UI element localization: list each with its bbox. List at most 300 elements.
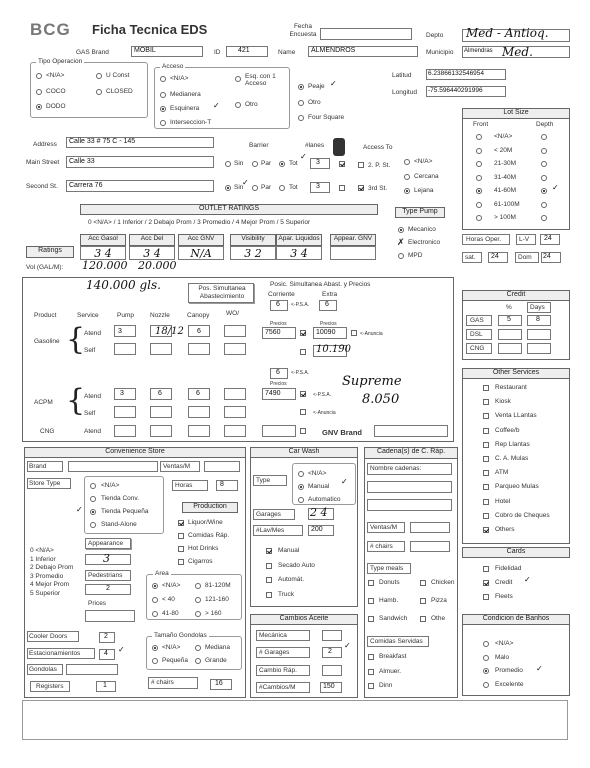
- ca-garages-label: # Garages: [259, 649, 290, 656]
- main-tot-radio[interactable]: [279, 161, 285, 167]
- check-mark-icon: ✓: [213, 101, 220, 110]
- lot-option-label: < 20M: [494, 146, 513, 154]
- lot-front-label: Front: [473, 121, 489, 128]
- cambios-header: Cambios Aceite: [250, 614, 358, 625]
- rating-field[interactable]: [129, 246, 175, 260]
- other-service-check[interactable]: [483, 413, 489, 419]
- rating-header: Visibility: [230, 234, 276, 246]
- production-label: Cigarros: [188, 558, 213, 565]
- banos-radio[interactable]: [483, 641, 489, 647]
- comida-label: Almuer.: [379, 667, 402, 675]
- second-st-label: Second St.: [26, 183, 58, 190]
- pedestrians-value: 2: [106, 585, 110, 592]
- other-service-label: Venta LLantas: [495, 412, 537, 420]
- type-meals-label: Type meals: [370, 565, 404, 572]
- estac-label: Estacionamientos: [29, 650, 81, 657]
- banos-label: Promedio: [495, 667, 523, 674]
- check-mark-icon: ✓: [344, 641, 351, 650]
- comidas-label: Comidas Servidas: [370, 638, 423, 645]
- brace-icon: {: [66, 383, 86, 418]
- acceso-medianera-radio[interactable]: [160, 92, 166, 98]
- rd-check[interactable]: [358, 185, 364, 191]
- other-service-check[interactable]: [483, 499, 489, 505]
- lot-depth-radio[interactable]: [541, 161, 547, 167]
- card-label: Credit: [495, 579, 513, 586]
- nombre-cadenas-label: Nombre cadenas:: [370, 465, 422, 472]
- gas-atend-label: Atend: [84, 330, 101, 337]
- production-check[interactable]: [178, 559, 184, 565]
- meal-check[interactable]: [420, 580, 426, 586]
- other-service-check[interactable]: [483, 399, 489, 405]
- pump-label: Pump: [117, 312, 134, 319]
- production-check[interactable]: [178, 520, 184, 526]
- cng-label: CNG: [40, 428, 55, 435]
- acceso-interseccion-radio[interactable]: [160, 120, 166, 126]
- area-label: 121-160: [205, 596, 229, 603]
- tam-label: Pequeña: [162, 657, 189, 664]
- banos-radio[interactable]: [483, 655, 489, 661]
- credit-days-label: Days: [530, 304, 545, 311]
- posic-label: Posic. Simultanea Abast. y Precios: [270, 281, 371, 288]
- store-type-radio[interactable]: [90, 496, 96, 502]
- gas-price2-check[interactable]: [351, 330, 357, 336]
- main-lanes-field[interactable]: [310, 158, 330, 169]
- peaje-radio[interactable]: [298, 84, 304, 90]
- lejana-radio[interactable]: [404, 188, 410, 194]
- lot-option-label: 31-40M: [494, 173, 517, 181]
- outlet-ratings-header: OUTLET RATINGS: [80, 204, 378, 215]
- precios-label-2: Precios: [320, 321, 337, 327]
- other-service-label: C. A. Mulas: [495, 455, 529, 462]
- pump-mpd-radio[interactable]: [398, 253, 404, 259]
- cw-type-radio[interactable]: [298, 471, 304, 477]
- depto-value: Med - Antioq.: [466, 26, 549, 40]
- acceso-esquinera-radio[interactable]: [160, 106, 166, 112]
- card-check[interactable]: [483, 580, 489, 586]
- area-radio[interactable]: [152, 583, 158, 589]
- id-label: ID: [214, 49, 221, 56]
- other-service-check[interactable]: [483, 456, 489, 462]
- gas-cell[interactable]: [114, 343, 136, 355]
- meal-label: Pizza: [431, 597, 447, 604]
- depto-label: Depto: [426, 32, 444, 39]
- car-wash-header: Car Wash: [250, 447, 358, 458]
- main-sin-radio[interactable]: [225, 161, 231, 167]
- acpm-self-anuncia: <-Anuncia: [313, 410, 336, 416]
- store-type-label: Stand-Alone: [101, 521, 137, 528]
- rating-value: N/A: [190, 247, 212, 260]
- acpm-price-check[interactable]: [300, 391, 306, 397]
- cw-check-label: Secado Auto: [278, 561, 315, 569]
- meal-label: Sandwich: [379, 615, 408, 622]
- credit-header: Credit: [462, 290, 570, 301]
- comida-check[interactable]: [368, 654, 374, 660]
- ps-label: 2. P. St.: [368, 162, 391, 169]
- ca-garages-field[interactable]: [322, 647, 342, 658]
- tipo-coco-radio[interactable]: [36, 89, 42, 95]
- gas-cell[interactable]: [188, 343, 210, 355]
- area-radio[interactable]: [195, 583, 201, 589]
- acceso-otro-radio[interactable]: [235, 102, 241, 108]
- meal-label: Othe: [431, 615, 446, 622]
- traffic-light-icon: [333, 138, 345, 156]
- cng-check[interactable]: [300, 428, 306, 434]
- store-type-radio[interactable]: [90, 509, 96, 515]
- acpm-price-value: 7490: [265, 390, 281, 397]
- ps-check[interactable]: [358, 162, 364, 168]
- access-na-label: <N/A>: [414, 158, 433, 165]
- second-par-radio[interactable]: [252, 185, 258, 191]
- check-mark-icon: ✓: [341, 477, 348, 486]
- dom-label: Dom: [518, 254, 532, 261]
- gondolas-field[interactable]: [66, 664, 118, 675]
- area-label: <N/A>: [162, 582, 181, 589]
- tipo-dodo-label: DODO: [46, 103, 66, 110]
- meal-label: Hamb.: [379, 597, 399, 604]
- prices-field[interactable]: [85, 610, 135, 622]
- rating-value: 3 2: [244, 247, 262, 260]
- card-check[interactable]: [483, 566, 489, 572]
- meal-check[interactable]: [368, 616, 374, 622]
- store-chairs-value: 16: [215, 680, 223, 687]
- second-lanes-field[interactable]: [310, 182, 330, 193]
- gas-canopy-value: 6: [197, 328, 201, 335]
- tam-radio[interactable]: [152, 658, 158, 664]
- main-lanes-check[interactable]: [339, 161, 345, 167]
- cadena-chairs-label: # chairs: [370, 543, 393, 550]
- main-street-label: Main Street: [26, 159, 60, 166]
- rating-field[interactable]: [276, 246, 322, 260]
- credit-days-value: 8: [536, 316, 540, 323]
- cw-check-label: Manual: [278, 547, 300, 554]
- gnv-brand-label: GNV Brand: [322, 428, 363, 437]
- vol-note: 140.000 gls.: [86, 278, 161, 292]
- other-service-label: Restaurant: [495, 384, 527, 391]
- lot-depth-radio[interactable]: [541, 175, 547, 181]
- second-par-label: Par: [261, 184, 272, 191]
- acceso-interseccion-label: Interseccion-T: [170, 119, 212, 126]
- cambio-rap-field[interactable]: [322, 665, 342, 676]
- cw-type-radio[interactable]: [298, 484, 304, 490]
- store-type-label: <N/A>: [101, 482, 120, 489]
- tipo-uconst-label: U Const: [106, 72, 130, 79]
- mecanica-label: Mecánica: [259, 632, 287, 639]
- area-radio[interactable]: [195, 611, 201, 617]
- main-street-value: Calle 33: [69, 158, 95, 165]
- access-to-label: Access To: [363, 144, 393, 151]
- cambios-mes-value: 150: [323, 683, 335, 690]
- gas-brand-label: GAS Brand: [76, 49, 109, 56]
- service-label: Service: [77, 312, 99, 319]
- lanes-label: #lanes: [305, 142, 325, 149]
- lot-front-radio[interactable]: [476, 134, 482, 140]
- lot-depth-radio[interactable]: [541, 215, 547, 221]
- store-scale-label: 5 Superior: [30, 589, 60, 597]
- cng-pump-field[interactable]: [114, 425, 136, 437]
- cw-check[interactable]: [266, 563, 272, 569]
- acpm-cell[interactable]: [114, 388, 136, 400]
- type-pump-header: Type Pump: [395, 207, 445, 218]
- gas-brand-value: MOBIL: [134, 47, 156, 54]
- tam-label: <N/A>: [162, 644, 181, 651]
- credit-pct-field[interactable]: [498, 329, 522, 340]
- acceso-esquinera-label: Esquinera: [170, 105, 200, 112]
- other-service-label: Coffee/b: [495, 426, 520, 434]
- cadena-ventas-field[interactable]: [410, 522, 450, 533]
- pump-mecanico-label: Mecanico: [408, 226, 436, 233]
- lv-label: L-V: [519, 236, 530, 243]
- tam-label: Tamaño Gondolas: [154, 632, 207, 639]
- tipo-closed-label: CLOSED: [106, 88, 133, 95]
- lot-option-label: 41-60M: [494, 187, 517, 194]
- tam-group: [146, 636, 242, 670]
- acpm-canopy-value: 6: [196, 390, 200, 397]
- cw-lav-label: #Lav/Mes: [256, 527, 285, 534]
- check-mark-icon: ✓: [118, 645, 125, 654]
- check-mark-icon: ✓: [552, 183, 559, 192]
- store-type-label: Tienda Pequeña: [101, 508, 149, 515]
- credit-row-label: CNG: [470, 345, 485, 352]
- credit-row-label: GAS: [470, 317, 484, 324]
- tam-radio[interactable]: [152, 645, 158, 651]
- other-service-check[interactable]: [483, 470, 489, 476]
- gas-self-price-check[interactable]: [300, 349, 306, 355]
- credit-pct-field[interactable]: [498, 343, 522, 354]
- tipo-closed-radio[interactable]: [96, 89, 102, 95]
- cooler-value: 2: [104, 633, 108, 640]
- meal-check[interactable]: [368, 580, 374, 586]
- gas-cell[interactable]: [224, 343, 246, 355]
- tipo-na-radio[interactable]: [36, 73, 42, 79]
- lot-front-radio[interactable]: [476, 148, 482, 154]
- store-type-radio[interactable]: [90, 483, 96, 489]
- production-label: Hot Drinks: [188, 545, 219, 552]
- acpm-label: ACPM: [34, 399, 53, 406]
- tam-label: Mediana: [205, 644, 230, 651]
- cng-nozzle-field[interactable]: [150, 425, 172, 437]
- other-service-check[interactable]: [483, 442, 489, 448]
- ventas-field[interactable]: [204, 461, 240, 472]
- cercana-label: Cercana: [414, 173, 439, 180]
- second-lanes-value: 3: [316, 183, 320, 190]
- other-service-check[interactable]: [483, 385, 489, 391]
- card-check[interactable]: [483, 594, 489, 600]
- cw-type-label: <N/A>: [308, 470, 327, 477]
- lot-depth-radio[interactable]: [541, 148, 547, 154]
- second-tot-radio[interactable]: [279, 185, 285, 191]
- comida-check[interactable]: [368, 683, 374, 689]
- gondolas-label: Gondolas: [29, 666, 57, 673]
- tam-radio[interactable]: [195, 645, 201, 651]
- lot-front-radio[interactable]: [476, 215, 482, 221]
- registers-label: Registers: [36, 683, 64, 690]
- store-type-label: Tienda Conv.: [101, 495, 139, 502]
- vol-value-1: 120.000: [82, 259, 128, 272]
- credit-days-field[interactable]: [527, 329, 551, 340]
- production-check[interactable]: [178, 533, 184, 539]
- store-type-radio[interactable]: [90, 522, 96, 528]
- second-tot-label: Tot: [289, 184, 298, 191]
- latitud-value: 6.23866132546954: [428, 70, 485, 77]
- other-service-check[interactable]: [483, 513, 489, 519]
- gas-price1-check[interactable]: [300, 330, 306, 336]
- rating-field[interactable]: [230, 246, 276, 260]
- acpm-atend-label: Atend: [84, 393, 101, 400]
- estac-value: 4: [104, 650, 108, 657]
- cw-type-radio[interactable]: [298, 497, 304, 503]
- rating-header: Acc Gasol: [80, 234, 126, 246]
- banos-label: Malo: [495, 653, 510, 661]
- lot-size-header: Lot Size: [462, 108, 570, 119]
- store-chairs-label: # chairs: [151, 679, 174, 686]
- cng-wo-field[interactable]: [224, 425, 246, 437]
- appearance-value: 3: [103, 552, 110, 565]
- other-service-check[interactable]: [483, 527, 489, 533]
- store-scale-label: 4 Mejor Prom: [30, 581, 70, 588]
- barrier-label: Barrier: [249, 142, 269, 149]
- supreme-label: Supreme: [342, 374, 402, 389]
- acpm-cell[interactable]: [224, 406, 246, 418]
- area-radio[interactable]: [152, 597, 158, 603]
- lot-front-radio[interactable]: [476, 202, 482, 208]
- comments-field[interactable]: [22, 700, 568, 740]
- meal-label: Donuts: [379, 579, 400, 586]
- tam-radio[interactable]: [195, 658, 201, 664]
- comida-check[interactable]: [368, 669, 374, 675]
- lot-depth-radio[interactable]: [541, 188, 547, 194]
- credit-days-field[interactable]: [527, 343, 551, 354]
- wo-label: WO/: [226, 310, 239, 317]
- municipio-hand: Med.: [502, 45, 533, 59]
- rating-header: Acc GNV: [178, 234, 224, 246]
- credit-pct-value: 5: [507, 316, 511, 323]
- four-square-radio[interactable]: [298, 115, 304, 121]
- cw-garages-value: 2 4: [310, 506, 328, 519]
- acceso-esq-radio[interactable]: [235, 76, 241, 82]
- tipo-uconst-radio[interactable]: [96, 73, 102, 79]
- store-scale-label: 2 Debajo Prom: [30, 564, 74, 571]
- name-value: ALMENDROS: [311, 47, 356, 54]
- meal-check[interactable]: [420, 616, 426, 622]
- tam-label: Grande: [205, 657, 227, 664]
- cambios-mes-label: #Cambios/M: [259, 684, 296, 691]
- lot-option-label: 21-30M: [494, 160, 517, 167]
- meal-check[interactable]: [368, 598, 374, 604]
- lot-front-radio[interactable]: [476, 161, 482, 167]
- pedestrians-label: Pedestrians: [88, 572, 123, 579]
- acpm-cell[interactable]: [188, 406, 210, 418]
- corr-pos-value: 6: [276, 301, 280, 308]
- rating-field[interactable]: [80, 246, 126, 260]
- gnv-brand-field[interactable]: [374, 425, 448, 437]
- main-par-radio[interactable]: [252, 161, 258, 167]
- second-lanes-check[interactable]: [339, 185, 345, 191]
- gas-anuncia-label: <-Anuncia: [360, 331, 383, 337]
- lot-front-radio[interactable]: [476, 175, 482, 181]
- cadena-chairs-field[interactable]: [410, 541, 450, 552]
- lejana-label: Lejana: [414, 187, 434, 194]
- store-brand-label: Brand: [29, 463, 47, 470]
- acpm-precios-label: Precios: [270, 381, 287, 387]
- banos-label: Excelente: [495, 680, 524, 688]
- cw-check[interactable]: [266, 577, 272, 583]
- acceso-na-radio[interactable]: [160, 76, 166, 82]
- gas-cell[interactable]: [224, 325, 246, 337]
- area-radio[interactable]: [152, 611, 158, 617]
- nombre-cadenas-field-1[interactable]: [367, 481, 452, 493]
- rating-header: Appear. GNV: [330, 234, 376, 246]
- lot-front-selected-radio[interactable]: [476, 188, 482, 194]
- longitud-label: Longitud: [392, 89, 417, 96]
- mecanica-field[interactable]: [322, 630, 342, 641]
- lot-depth-label: Depth: [536, 121, 554, 128]
- cadena-header: Cadena(s) de C. Ráp.: [364, 447, 458, 459]
- acceso-title: Acceso: [162, 63, 184, 70]
- credit-row-label: DSL: [470, 331, 483, 338]
- horas-oper-label: Horas Oper.: [466, 236, 502, 243]
- acpm-cell[interactable]: [114, 406, 136, 418]
- lot-depth-radio[interactable]: [541, 134, 547, 140]
- otro-radio[interactable]: [298, 100, 304, 106]
- other-service-check[interactable]: [483, 484, 489, 490]
- store-brand-field[interactable]: [68, 461, 158, 472]
- gas-price1-value: 7560: [265, 329, 281, 336]
- sat-label: sat.: [465, 254, 476, 261]
- sat-value: 24: [491, 253, 499, 260]
- cw-check[interactable]: [266, 592, 272, 598]
- cng-price-field[interactable]: [262, 425, 296, 437]
- other-service-label: Rep Llantas: [495, 440, 530, 448]
- tipo-dodo-radio[interactable]: [36, 104, 42, 110]
- rating-field[interactable]: [178, 246, 224, 260]
- acceso-na-label: <N/A>: [170, 75, 189, 82]
- acpm-cell[interactable]: [224, 388, 246, 400]
- meal-label: Chicken: [431, 579, 455, 586]
- cng-canopy-field[interactable]: [188, 425, 210, 437]
- production-check[interactable]: [178, 546, 184, 552]
- ventas-label: Ventas/M: [163, 463, 191, 470]
- second-sin-label: Sin: [234, 184, 244, 191]
- gas-price-hand: 10.190: [316, 344, 351, 355]
- other-service-label: Hotel: [495, 497, 511, 505]
- tipo-operacion-title: Tipo Operacion: [38, 58, 83, 65]
- check-mark-icon: ✓: [330, 79, 337, 88]
- fecha-field[interactable]: [320, 28, 412, 40]
- rating-field[interactable]: [330, 246, 376, 260]
- cercana-radio[interactable]: [404, 174, 410, 180]
- second-sin-radio[interactable]: [225, 185, 231, 191]
- acpm-cell[interactable]: [150, 406, 172, 418]
- acpm-self-check[interactable]: [300, 409, 306, 415]
- nombre-cadenas-field-2[interactable]: [367, 499, 452, 511]
- other-service-check[interactable]: [483, 428, 489, 434]
- cw-check[interactable]: [266, 548, 272, 554]
- banos-radio[interactable]: [483, 668, 489, 674]
- acpm-anuncia-label: <-P.S.A.: [313, 392, 332, 398]
- psa-label: <-P.S.A.: [291, 302, 310, 308]
- access-na-radio[interactable]: [404, 159, 410, 165]
- registers-value: 1: [103, 682, 107, 689]
- lot-depth-radio[interactable]: [541, 202, 547, 208]
- banos-radio[interactable]: [483, 682, 489, 688]
- pump-mecanico-radio[interactable]: [398, 227, 404, 233]
- name-label: Name: [278, 49, 296, 56]
- meal-check[interactable]: [420, 598, 426, 604]
- gas-cell[interactable]: [150, 343, 172, 355]
- bcg-logo: BCG: [30, 20, 71, 39]
- area-radio[interactable]: [195, 597, 201, 603]
- check-mark-icon: ✓: [76, 505, 83, 514]
